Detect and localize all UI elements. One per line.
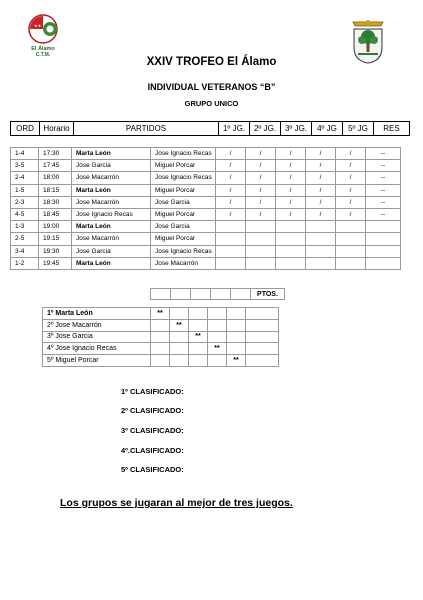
header-jg3: 3º JG. <box>281 122 312 136</box>
player-2: Jose Ignacio Recas <box>151 172 216 184</box>
player-1: Marta León <box>72 221 151 233</box>
game-4-score <box>306 257 336 269</box>
player-1: Jose Garcia <box>72 160 151 172</box>
clasificado-5: 5º CLASIFICADO: <box>121 465 184 474</box>
match-row <box>11 148 401 160</box>
game-3-score <box>276 233 306 245</box>
match-result: -- <box>366 148 401 160</box>
result-cell <box>151 331 170 343</box>
game-1-score: / <box>216 184 246 196</box>
game-2-score: / <box>246 160 276 172</box>
game-3-score: / <box>276 208 306 220</box>
game-2-score: / <box>246 172 276 184</box>
self-match-cell: ** <box>170 319 189 331</box>
result-cell <box>208 331 227 343</box>
match-time: 18:00 <box>39 172 72 184</box>
points-cell <box>246 331 279 343</box>
match-time: 19:00 <box>39 221 72 233</box>
game-1-score: / <box>216 196 246 208</box>
game-2-score <box>246 233 276 245</box>
svg-text:★★: ★★ <box>34 23 42 28</box>
game-4-score: / <box>306 148 336 160</box>
game-2-score <box>246 221 276 233</box>
header-jg5: 5º JG <box>343 122 374 136</box>
header-jg4: 4º JG <box>312 122 343 136</box>
page-title: XXIV TROFEO El Álamo <box>146 56 277 68</box>
game-2-score: / <box>246 184 276 196</box>
standings-row <box>43 331 279 343</box>
matches-table <box>10 147 401 270</box>
result-cell <box>208 319 227 331</box>
result-cell <box>170 355 189 367</box>
clasificado-2: 2º CLASIFICADO: <box>121 406 184 415</box>
player-1: Jose Macarrón <box>72 172 151 184</box>
result-cell <box>189 308 208 320</box>
game-4-score: / <box>306 172 336 184</box>
match-result: -- <box>366 172 401 184</box>
match-ord: 2-4 <box>11 172 39 184</box>
player-2: Miguel Porcar <box>151 184 216 196</box>
result-cell <box>227 319 246 331</box>
result-cell <box>170 343 189 355</box>
game-2-score: / <box>246 196 276 208</box>
game-4-score: / <box>306 208 336 220</box>
result-cell <box>151 343 170 355</box>
match-ord: 3-4 <box>11 245 39 257</box>
match-result: -- <box>366 196 401 208</box>
match-ord: 1-2 <box>11 257 39 269</box>
game-4-score: / <box>306 196 336 208</box>
match-time: 17:45 <box>39 160 72 172</box>
header-ord: ORD <box>11 122 40 136</box>
game-5-score <box>336 257 366 269</box>
game-5-score <box>336 245 366 257</box>
game-1-score <box>216 221 246 233</box>
game-1-score <box>216 233 246 245</box>
self-match-cell: ** <box>227 355 246 367</box>
player-1: Jose Macarrón <box>72 196 151 208</box>
game-5-score: / <box>336 208 366 220</box>
result-cell <box>189 355 208 367</box>
points-cell <box>246 319 279 331</box>
match-ord: 2-3 <box>11 196 39 208</box>
standings-table <box>42 307 279 367</box>
match-ord: 1-4 <box>11 148 39 160</box>
player-name: 4º Jose Ignacio Recas <box>43 343 151 355</box>
game-4-score: / <box>306 184 336 196</box>
player-2: Jose Ignacio Recas <box>151 245 216 257</box>
match-result: -- <box>366 184 401 196</box>
player-2: Jose Macarrón <box>151 257 216 269</box>
player-1: Marta León <box>72 184 151 196</box>
standings-row <box>43 343 279 355</box>
result-cell <box>170 308 189 320</box>
clasificado-3: 3º CLASIFICADO: <box>121 426 184 435</box>
player-name: 3º Jose Garcia <box>43 331 151 343</box>
club-logo <box>20 13 66 59</box>
schedule-header <box>10 121 410 136</box>
match-ord: 1-5 <box>11 184 39 196</box>
match-row <box>11 160 401 172</box>
match-time: 17:30 <box>39 148 72 160</box>
header-horario: Horario <box>40 122 74 136</box>
clasificado-4: 4º.CLASIFICADO: <box>121 446 184 455</box>
game-5-score <box>336 221 366 233</box>
header-jg2: 2º JG. <box>250 122 281 136</box>
match-time: 19:30 <box>39 245 72 257</box>
game-3-score: / <box>276 184 306 196</box>
logo-text-bottom: C.T.M. <box>35 52 51 58</box>
player-2: Miguel Porcar <box>151 160 216 172</box>
player-1: Marta León <box>72 148 151 160</box>
player-2: Jose Ignacio Recas <box>151 148 216 160</box>
player-1: Jose Garcia <box>72 245 151 257</box>
match-time: 19:45 <box>39 257 72 269</box>
game-3-score: / <box>276 196 306 208</box>
header-partidos: PARTIDOS <box>74 122 219 136</box>
group-label: GRUPO UNICO <box>184 99 239 108</box>
match-ord: 4-5 <box>11 208 39 220</box>
match-row <box>11 208 401 220</box>
result-cell <box>208 355 227 367</box>
game-4-score <box>306 245 336 257</box>
game-3-score <box>276 257 306 269</box>
game-3-score <box>276 221 306 233</box>
page-subtitle: INDIVIDUAL VETERANOS “B” <box>147 82 276 92</box>
game-3-score: / <box>276 160 306 172</box>
self-match-cell: ** <box>208 343 227 355</box>
match-time: 18:15 <box>39 184 72 196</box>
match-result: -- <box>366 160 401 172</box>
match-row <box>11 196 401 208</box>
match-ord: 2-5 <box>11 233 39 245</box>
points-header: PTOS. <box>251 289 285 300</box>
match-time: 18:30 <box>39 196 72 208</box>
match-ord: 1-3 <box>11 221 39 233</box>
result-cell <box>189 343 208 355</box>
match-result <box>366 257 401 269</box>
game-2-score <box>246 245 276 257</box>
result-cell <box>208 308 227 320</box>
match-time: 18:45 <box>39 208 72 220</box>
match-row <box>11 184 401 196</box>
match-row <box>11 233 401 245</box>
player-2: Jose Garcia <box>151 196 216 208</box>
game-5-score: / <box>336 184 366 196</box>
game-3-score <box>276 245 306 257</box>
points-cell <box>246 343 279 355</box>
standings-header <box>150 288 285 300</box>
match-row <box>11 245 401 257</box>
game-2-score: / <box>246 208 276 220</box>
result-cell <box>189 319 208 331</box>
match-time: 19:15 <box>39 233 72 245</box>
game-5-score: / <box>336 196 366 208</box>
points-cell <box>246 355 279 367</box>
result-cell <box>151 319 170 331</box>
player-name: 5º Miguel Porcar <box>43 355 151 367</box>
player-2: Miguel Porcar <box>151 233 216 245</box>
game-2-score: / <box>246 148 276 160</box>
header-res: RES <box>374 122 410 136</box>
result-cell <box>151 355 170 367</box>
logo-text-top: El Álamo <box>31 46 55 52</box>
game-3-score: / <box>276 172 306 184</box>
player-2: Jose Garcia <box>151 221 216 233</box>
standings-row <box>43 308 279 320</box>
self-match-cell: ** <box>189 331 208 343</box>
player-1: Jose Macarrón <box>72 233 151 245</box>
game-1-score: / <box>216 148 246 160</box>
player-1: Jose Ignacio Recas <box>72 208 151 220</box>
game-1-score: / <box>216 172 246 184</box>
game-4-score: / <box>306 160 336 172</box>
game-1-score: / <box>216 160 246 172</box>
game-1-score <box>216 245 246 257</box>
format-note: Los grupos se jugaran al mejor de tres juegos. <box>60 497 293 509</box>
game-5-score: / <box>336 148 366 160</box>
game-1-score: / <box>216 208 246 220</box>
game-4-score <box>306 221 336 233</box>
result-cell <box>170 331 189 343</box>
game-5-score <box>336 233 366 245</box>
match-row <box>11 257 401 269</box>
player-name: 1º Marta León <box>43 308 151 320</box>
points-cell <box>246 308 279 320</box>
game-3-score: / <box>276 148 306 160</box>
standings-row <box>43 355 279 367</box>
self-match-cell: ** <box>151 308 170 320</box>
result-cell <box>227 331 246 343</box>
match-row <box>11 221 401 233</box>
result-cell <box>227 343 246 355</box>
match-result <box>366 221 401 233</box>
header-jg1: 1º JG. <box>219 122 250 136</box>
game-5-score: / <box>336 172 366 184</box>
match-row <box>11 172 401 184</box>
match-result <box>366 245 401 257</box>
match-result <box>366 233 401 245</box>
game-4-score <box>306 233 336 245</box>
player-name: 2º Jose Macarrón <box>43 319 151 331</box>
player-1: Marta León <box>72 257 151 269</box>
standings-row <box>43 319 279 331</box>
match-result: -- <box>366 208 401 220</box>
player-2: Miguel Porcar <box>151 208 216 220</box>
game-5-score: / <box>336 160 366 172</box>
result-cell <box>227 308 246 320</box>
game-1-score <box>216 257 246 269</box>
match-ord: 3-5 <box>11 160 39 172</box>
clasificado-1: 1º CLASIFICADO: <box>121 387 184 396</box>
game-2-score <box>246 257 276 269</box>
